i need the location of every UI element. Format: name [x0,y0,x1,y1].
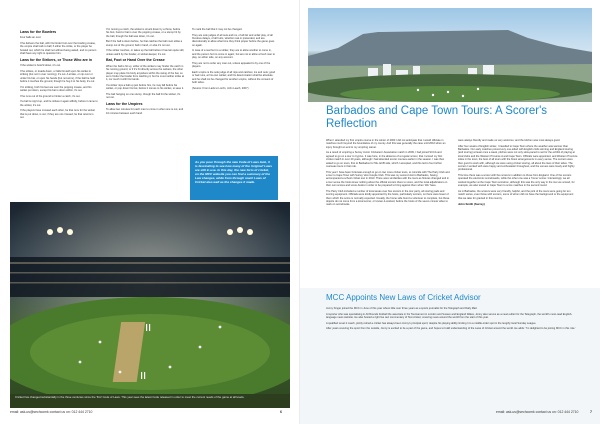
footer-contact: email: ask-us@sechcomk contact us on: 012 444 2710 [496,410,579,414]
right-column-1 [326,139,450,209]
paragraph: If he runs out of his ground to hinder a catch, it's out. [20,94,81,98]
author-signature: John Smith (Surrey) [458,202,485,207]
left-column-2 [106,28,184,117]
paragraph: After years covering the sport from the outside, Jonny is excited to be a part of the game, and hopes to build understanding of the Laws of Cricket around the world. He adds: 'I'm delighted to be joining MCC in this role.' [326,327,576,331]
section-heading: Laws for the Umpires [106,102,143,107]
right-column-2 [458,139,578,209]
right-page [300,0,600,424]
paragraph: Each umpire is the sole judge of all nips and catches; ins and outs; good or bad runs, at his own wicket; and his determination shall be absolute; and he shall not be changed for another umpire, without the consent of both sides. [192,70,276,85]
paragraph: This time there was a scorer with five scorers in addition to those from England. One of the scorers operated the electronic scoreboards, while the other one was a 'home' scorer. Interestingly, we all worked together at the Cape Town scorebox, although this was the only way in the tour we scored, for example, we also toured to Cape Town to score matches in the second round. [458,174,575,188]
paragraph: When I attended my first umpire course in the winter of 2003 I did not anticipate that I would officiate in matches much beyond the boundaries of my county. And this was generally the case until 2010 when an injury brought an end to my umpiring career. [326,139,446,149]
paragraph: As a result of umpiring a Surrey Junior Cricketers' Association match in 2009, I had joined SCCA and agreed to go on a tour to Cyprus. It was here, in the absence of a regular scorer, that I scored my first cricket match in over 40 years, although I had attended scorer courses earlier in the season. I was then asked to go on tours, first to Barbados for 50+ ECB side, which I accepted, and this led to four further overseas tours in that role. [326,151,445,169]
paragraph: They are not to order any man out, unless appealed to by one of the players. [192,61,271,69]
paragraph: If a ball is nipp'd up, and he strikes it again wilfully, before it came to the wicket, it's out. [20,100,98,107]
article-headline: Barbados and Cape Town Tours: A Scorer's Reflection [326,105,548,130]
section-heading: Laws for the Strikers, or Those Who are in [20,57,93,62]
paragraph: were always friendly and made us very welcome; and the kitchen was most always good. [458,139,561,142]
paragraph: When the ball is hit up, either of the strikers may hinder the catch in his running ground, or if it's hit directly across the wickets, the other player may place his body anywhere within the swing of the bat, so as to hinder the bowler from catching it; but he must neither strike at it, nor touch it with his hands. [106,64,184,82]
photo-caption: Cricket has changed substantially in the three centuries since the 'first' Code of Laws. This year sees the latest Code released in order to meet the current needs of the game at all levels. [10,394,290,408]
advisor-article-text [326,307,578,333]
paragraph: If in striking, both his feet are over the popping crease, and his wicket put down, except his bat is down within, it's out. [20,85,92,93]
footer-contact: email: ask-us@sechcomk contact us on: 012 444 2710 [10,410,93,414]
paragraph: A reporter who was specialising in All Rounds football the associate in his Tournament in London and Sussex and England Wales, Jonny also serves as a news editor for the Telegraph, the world's most-read English-language news website. He also hosted a right live text commentary of Test cricket, covering news around the world from the start of this year. [326,312,573,319]
paragraph: The Party Club included a number of local areas over five scorers in the tour party, all scoring pads and scoring equipment. Officials were kindly appointed by the hosts, particularly scorers, so there were fewer of them which the score is normally expected. Usually, the home side found a volunteer to complete, but these objects do not come from a local scorer, or known-it-worked, before the hosts of the seven-minute video to mark on scorebooks. [326,189,450,207]
paragraph: To allow two minutes for each man to come in when one is out, and 10 minutes between each hand. [106,108,184,115]
left-column-1 [20,28,98,122]
paragraph: Four balls an over. [20,36,42,40]
paragraph: If a striker nips a ball up just before him, he may fall before his wicket, or pop down his bat, before it comes to his wicket, to save it. [106,84,184,91]
page-number: 6 [280,410,282,414]
paragraph: If he strikes, or treads down, or falls himself upon his wicket in striking (but not in over running), it's out. A stroke, or nip over or under his bat, or upon his hands (but not arms), if the ball be held before it touches the ground, though he hug it to his body, it's out. [20,69,95,84]
paragraph: They are sole judges of all outs and ins, of all fair and unfair play, of all frivolous delays, of all hurts, whether real or pretended, and are discretionally to allow what time they think proper before the game goes on again. [192,33,275,47]
paragraph: If in running a notch, the wicket is struck down by a throw, before his foot, hand or bat is over the popping crease, or a stump hit by the ball, though the ball was down, it's out. [106,28,181,38]
paragraph: If the striker touches, or takes up the ball before it has lain quite still, unless ask'd by the bowler, or wicket-keeper, it's out. [106,49,184,56]
paragraph: If the wicket is bowl'd down, it's out. [20,64,61,68]
stadium-photo [10,202,290,400]
paragraph: If he delivers the ball, with his hinder foot over the bowling crease, the umpire shall call no ball; if either the strike, or the player be bowled out, which he shall not without being asked, and no person shall have any right to question him. [20,42,97,56]
paragraph: If the players have crossed each other, he that runs for the wicket that is put down, is out; if they are not crossed, he that returns is out. [20,109,95,120]
paragraph: But if the ball is down before, he that catches the ball must strike a stump out of the ground, ball in hand, or else it's not out. [106,40,183,47]
paragraph: Jonny Singer joined the MCC in June of this year where little over three years as a sports journalist for the Telegraph and Daily Mail. [326,307,478,310]
advisor-headline: MCC Appoints New Laws of Cricket Advisor [326,293,481,302]
paragraph: A qualified Level 2 coach, jointly retired a cricket has always been Jonny's principal sport; despite his playing ability limiting it to a middle-order spot in the lengthy local Sunday League. [326,321,537,325]
section-heading: Laws for the Bowlers [20,30,57,34]
paragraph: To mark the ball that it may not be changed. [192,28,243,31]
paragraph: The bail hanging on one stump, though the ball hit the wicket, it's not out. [106,93,181,100]
paragraph: After four weeks of English winter, I travelled to Cape Town where the weather was warmer than Barbados. Our early matches proved very one-sided with English clubs winning and England touring (and touring) at least once a week, pitches were not only slow-paced to set for the exhibit of playing at local clubs and the Western Province A and Cape Town. Officials were appointed, and Western Province sides in the town, the best of all tours with the finest arrangements in every sense. The scorers were then good to work with, although we were using cricket scoring, all about the lives of their sides. The scorers I worked with were happy and enthusiastic throughout, and the venues were lovely and highly professional. [458,144,578,172]
paragraph: This year I have been fortunate enough to go on two more cricket tours, to coincide with The Party Club and a tour to Cape Town with Surrey Vets Couple Club. This was my second visit to Barbados, having accompanied a school cricket tour in 2013. There were similarities with the tours as fixtures changed and in a tour sense the hosts knew nothing about the official scorers there to score, and the local adjudicators on their own scores and score-books in order to be prepared to bring against them when 'We' have. [326,170,450,188]
left-column-3 [192,28,276,92]
source-citation: (Source: From Lads to Lord's, John Leach, 2007) [192,86,249,90]
page-number: 7 [590,410,592,414]
cape-town-photo [308,8,592,102]
table-mountain-illustration [308,8,592,102]
callout-box: As you pour through the new Code of Laws look, it is fascinating to see how many of the 'original' Laws are still in use. In this day, the new form of cricket, on the MCC website you can find a summary of the Law changes, while from through reach Laws of Cricket also well as the changes it made. [190,156,278,200]
stadium-illustration [10,202,290,400]
paragraph: As in Barbados, the scorers were very friendly, helpful, and the pick of the tours were going for ten match series, even those with scorers, some of whom did not have the background or the equipment that we take for granted in this country. [458,189,574,200]
paragraph: In case of a real hurt to a striker, they are to allow another to come in, and the person hurt to come in again; but are not to allow a fresh man to play, on either side, on any account. [192,49,275,60]
section-heading: Bat, Foot or Hand Over the Crease [106,58,165,63]
